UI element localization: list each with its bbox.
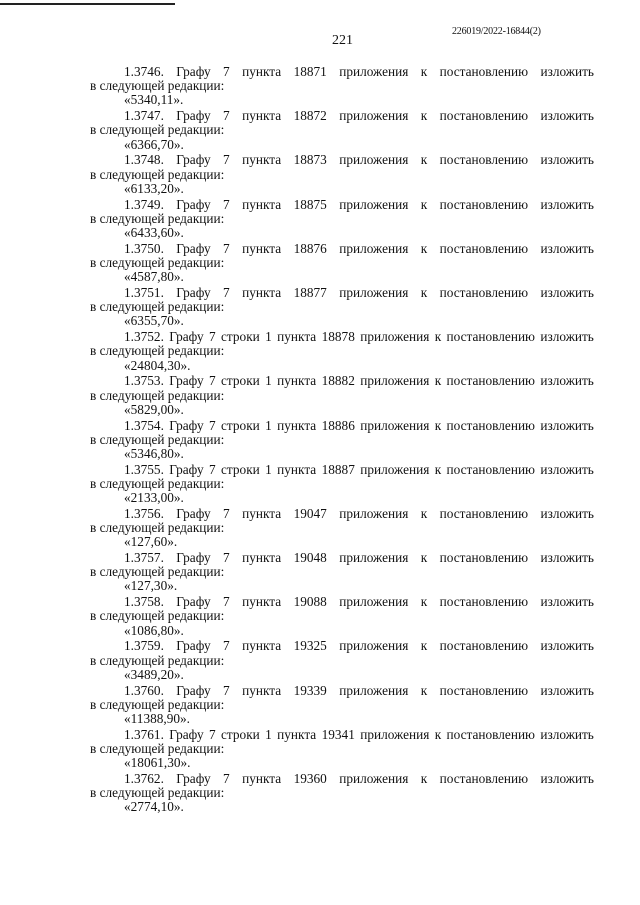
amendment-continuation: в следующей редакции: [90, 696, 225, 712]
lead-word: изложить [540, 505, 594, 521]
lead-word: пункта [242, 196, 282, 212]
lead-word: постановлению [439, 505, 529, 521]
lead-word: к [420, 196, 428, 212]
amendment-continuation: в следующей редакции: [90, 475, 225, 491]
lead-word: пункта [242, 152, 282, 168]
amendment-lead-line [90, 374, 594, 388]
lead-word: приложения [339, 196, 409, 212]
lead-word: 7 [208, 329, 216, 345]
amendment-item [90, 198, 594, 242]
page-number: 221 [332, 33, 353, 48]
lead-word: постановлению [446, 329, 535, 345]
lead-word: приложения [339, 284, 409, 300]
amendment-value: «5340,11». [124, 92, 184, 108]
lead-word: приложения [339, 550, 409, 566]
amendment-lead-line [90, 772, 594, 786]
lead-word: изложить [540, 284, 594, 300]
lead-word: Графу [176, 594, 211, 610]
lead-word: пункта [277, 329, 317, 345]
lead-word: 7 [223, 682, 230, 698]
lead-word: пункта [242, 771, 282, 786]
lead-word: постановлению [446, 417, 535, 433]
lead-word: постановлению [439, 196, 529, 212]
lead-word: к [420, 240, 428, 256]
lead-word: 1.3750. [124, 240, 164, 256]
lead-word: приложения [339, 771, 409, 786]
lead-word: пункта [277, 726, 317, 742]
lead-word: изложить [540, 638, 594, 654]
lead-word: Графу [176, 284, 211, 300]
lead-word: к [420, 108, 428, 124]
lead-word: 18872 [293, 108, 327, 124]
lead-word: Графу [169, 329, 204, 345]
lead-word: Графу [169, 461, 204, 477]
lead-word: 7 [223, 240, 230, 256]
lead-word: к [434, 726, 442, 742]
lead-word: пункта [277, 461, 317, 477]
lead-word: приложения [360, 329, 430, 345]
lead-word: 1.3759. [124, 638, 164, 654]
lead-word: постановлению [439, 771, 529, 786]
amendment-continuation: в следующей редакции: [90, 608, 225, 624]
lead-word: 1.3761. [124, 726, 164, 742]
amendment-lead-line [90, 507, 594, 521]
lead-word: 7 [208, 373, 216, 389]
lead-word: Графу [176, 108, 211, 124]
lead-word: 7 [223, 550, 230, 566]
lead-word: 1.3756. [124, 505, 164, 521]
lead-word: Графу [176, 771, 211, 786]
lead-word: 1.3760. [124, 682, 164, 698]
lead-word: строки [221, 417, 260, 433]
amendment-item [90, 419, 594, 463]
lead-word: 18886 [321, 417, 355, 433]
amendment-continuation: в следующей редакции: [90, 741, 225, 757]
lead-word: 1.3754. [124, 417, 164, 433]
amendment-lead-line [90, 684, 594, 698]
lead-word: строки [221, 726, 260, 742]
lead-word: Графу [176, 505, 211, 521]
lead-word: приложения [339, 638, 409, 654]
lead-word: 18882 [321, 373, 355, 389]
lead-word: 7 [223, 505, 230, 521]
lead-word: постановлению [439, 550, 529, 566]
lead-word: 1.3747. [124, 108, 164, 124]
top-rule [0, 3, 175, 5]
amendment-item [90, 242, 594, 286]
amendment-value: «2133,00». [124, 490, 184, 506]
lead-word: 1 [265, 417, 272, 433]
lead-word: 1 [265, 373, 272, 389]
amendment-item [90, 65, 594, 109]
lead-word: пункта [242, 594, 282, 610]
amendment-continuation: в следующей редакции: [90, 210, 225, 226]
lead-word: 1.3757. [124, 550, 164, 566]
amendment-item [90, 286, 594, 330]
lead-word: 1.3755. [124, 461, 164, 477]
lead-word: 19325 [293, 638, 327, 654]
lead-word: изложить [540, 196, 594, 212]
lead-word: 1 [265, 726, 272, 742]
amendment-continuation: в следующей редакции: [90, 299, 225, 315]
lead-word: изложить [540, 594, 594, 610]
lead-word: постановлению [446, 373, 535, 389]
lead-word: пункта [242, 682, 282, 698]
amendment-value: «11388,90». [124, 711, 190, 727]
amendment-list [90, 65, 594, 816]
lead-word: к [420, 284, 428, 300]
amendment-continuation: в следующей редакции: [90, 166, 225, 182]
lead-word: постановлению [439, 240, 529, 256]
lead-word: пункта [277, 417, 317, 433]
lead-word: приложения [360, 373, 430, 389]
lead-word: приложения [339, 240, 409, 256]
lead-word: к [420, 505, 428, 521]
lead-word: 19048 [293, 550, 327, 566]
lead-word: постановлению [439, 152, 529, 168]
lead-word: 7 [223, 108, 230, 124]
lead-word: 19088 [293, 594, 327, 610]
lead-word: 7 [223, 284, 230, 300]
lead-word: Графу [176, 64, 211, 79]
lead-word: 1.3746. [124, 64, 164, 79]
amendment-item [90, 507, 594, 551]
amendment-value: «2774,10». [124, 799, 184, 815]
amendment-item [90, 684, 594, 728]
lead-word: 1.3753. [124, 373, 164, 389]
lead-word: пункта [242, 64, 282, 79]
lead-word: 19339 [293, 682, 327, 698]
lead-word: приложения [339, 594, 409, 610]
lead-word: изложить [540, 373, 594, 389]
lead-word: 7 [208, 461, 216, 477]
lead-word: постановлению [446, 461, 535, 477]
lead-word: 18887 [321, 461, 355, 477]
lead-word: к [434, 461, 442, 477]
lead-word: строки [221, 329, 260, 345]
amendment-value: «5346,80». [124, 445, 184, 461]
lead-word: к [420, 64, 428, 79]
lead-word: Графу [176, 240, 211, 256]
lead-word: приложения [360, 417, 430, 433]
amendment-continuation: в следующей редакции: [90, 431, 225, 447]
lead-word: Графу [176, 196, 211, 212]
lead-word: изложить [540, 417, 594, 433]
lead-word: 7 [208, 726, 216, 742]
lead-word: к [434, 373, 442, 389]
lead-word: пункта [242, 284, 282, 300]
amendment-value: «127,60». [124, 534, 178, 550]
lead-word: приложения [339, 505, 409, 521]
amendment-lead-line [90, 551, 594, 565]
amendment-continuation: в следующей редакции: [90, 785, 225, 801]
amendment-item [90, 463, 594, 507]
amendment-lead-line [90, 198, 594, 212]
lead-word: пункта [277, 373, 317, 389]
amendment-value: «127,30». [124, 578, 178, 594]
lead-word: приложения [339, 64, 409, 79]
lead-word: постановлению [439, 284, 529, 300]
amendment-value: «3489,20». [124, 666, 184, 682]
lead-word: Графу [169, 417, 204, 433]
lead-word: постановлению [439, 638, 529, 654]
lead-word: 1.3749. [124, 196, 164, 212]
lead-word: к [420, 594, 428, 610]
lead-word: изложить [540, 152, 594, 168]
amendment-continuation: в следующей редакции: [90, 387, 225, 403]
lead-word: пункта [242, 505, 282, 521]
lead-word: 18877 [293, 284, 327, 300]
lead-word: 1.3758. [124, 594, 164, 610]
amendment-item [90, 551, 594, 595]
lead-word: 18871 [293, 64, 327, 79]
lead-word: 18873 [293, 152, 327, 168]
lead-word: 7 [223, 771, 230, 786]
lead-word: 1 [265, 329, 272, 345]
lead-word: постановлению [439, 64, 529, 79]
amendment-value: «6133,20». [124, 180, 184, 196]
amendment-lead-line [90, 463, 594, 477]
lead-word: приложения [360, 726, 430, 742]
lead-word: к [420, 682, 428, 698]
lead-word: 18878 [321, 329, 355, 345]
lead-word: Графу [176, 638, 211, 654]
lead-word: 1.3762. [124, 771, 164, 786]
lead-word: Графу [169, 373, 204, 389]
lead-word: 1.3748. [124, 152, 164, 168]
lead-word: 19341 [321, 726, 355, 742]
lead-word: 18876 [293, 240, 327, 256]
amendment-lead-line [90, 330, 594, 344]
lead-word: 7 [223, 638, 230, 654]
lead-word: изложить [540, 726, 594, 742]
lead-word: 1.3751. [124, 284, 164, 300]
lead-word: изложить [540, 64, 594, 79]
amendment-value: «24804,30». [124, 357, 191, 373]
amendment-lead-line [90, 419, 594, 433]
lead-word: приложения [339, 108, 409, 124]
lead-word: изложить [540, 240, 594, 256]
lead-word: пункта [242, 550, 282, 566]
amendment-lead-line [90, 728, 594, 742]
amendment-item [90, 109, 594, 153]
lead-word: постановлению [439, 108, 529, 124]
lead-word: пункта [242, 638, 282, 654]
lead-word: постановлению [439, 682, 529, 698]
amendment-lead-line [90, 153, 594, 167]
amendment-value: «4587,80». [124, 269, 184, 285]
lead-word: 7 [208, 417, 216, 433]
amendment-value: «5829,00». [124, 401, 184, 417]
amendment-item [90, 639, 594, 683]
lead-word: к [420, 638, 428, 654]
amendment-continuation: в следующей редакции: [90, 520, 225, 536]
lead-word: к [420, 550, 428, 566]
amendment-item [90, 728, 594, 772]
amendment-item [90, 330, 594, 374]
lead-word: приложения [360, 461, 430, 477]
lead-word: изложить [540, 108, 594, 124]
amendment-continuation: в следующей редакции: [90, 564, 225, 580]
lead-word: 19360 [293, 771, 327, 786]
lead-word: 1 [265, 461, 272, 477]
lead-word: постановлению [446, 726, 535, 742]
lead-word: изложить [540, 550, 594, 566]
lead-word: 19047 [293, 505, 327, 521]
lead-word: 7 [223, 594, 230, 610]
amendment-lead-line [90, 242, 594, 256]
doc-number: 226019/2022-16844(2) [452, 26, 541, 37]
amendment-continuation: в следующей редакции: [90, 652, 225, 668]
amendment-continuation: в следующей редакции: [90, 254, 225, 270]
amendment-continuation: в следующей редакции: [90, 343, 225, 359]
amendment-lead-line [90, 639, 594, 653]
lead-word: пункта [242, 108, 282, 124]
lead-word: приложения [339, 682, 409, 698]
amendment-lead-line [90, 109, 594, 123]
amendment-continuation: в следующей редакции: [90, 78, 225, 94]
lead-word: изложить [540, 461, 594, 477]
lead-word: 18875 [293, 196, 327, 212]
amendment-item [90, 153, 594, 197]
lead-word: строки [221, 461, 260, 477]
lead-word: Графу [176, 682, 211, 698]
lead-word: приложения [339, 152, 409, 168]
amendment-item [90, 772, 594, 816]
amendment-value: «6366,70». [124, 136, 184, 152]
amendment-value: «18061,30». [124, 755, 191, 771]
amendment-item [90, 595, 594, 639]
amendment-lead-line [90, 595, 594, 609]
lead-word: 1.3752. [124, 329, 164, 345]
lead-word: пункта [242, 240, 282, 256]
lead-word: к [420, 152, 428, 168]
lead-word: к [420, 771, 428, 786]
amendment-value: «6355,70». [124, 313, 184, 329]
lead-word: к [434, 329, 442, 345]
amendment-value: «6433,60». [124, 224, 184, 240]
lead-word: постановлению [439, 594, 529, 610]
amendment-value: «1086,80». [124, 622, 184, 638]
lead-word: 7 [223, 64, 230, 79]
lead-word: Графу [176, 550, 211, 566]
lead-word: строки [221, 373, 260, 389]
lead-word: изложить [540, 682, 594, 698]
lead-word: изложить [540, 771, 594, 786]
lead-word: изложить [540, 329, 594, 345]
lead-word: 7 [223, 152, 230, 168]
amendment-continuation: в следующей редакции: [90, 122, 225, 138]
amendment-lead-line [90, 65, 594, 79]
lead-word: к [434, 417, 442, 433]
lead-word: Графу [176, 152, 211, 168]
amendment-lead-line [90, 286, 594, 300]
amendment-item [90, 374, 594, 418]
lead-word: 7 [223, 196, 230, 212]
lead-word: Графу [169, 726, 204, 742]
